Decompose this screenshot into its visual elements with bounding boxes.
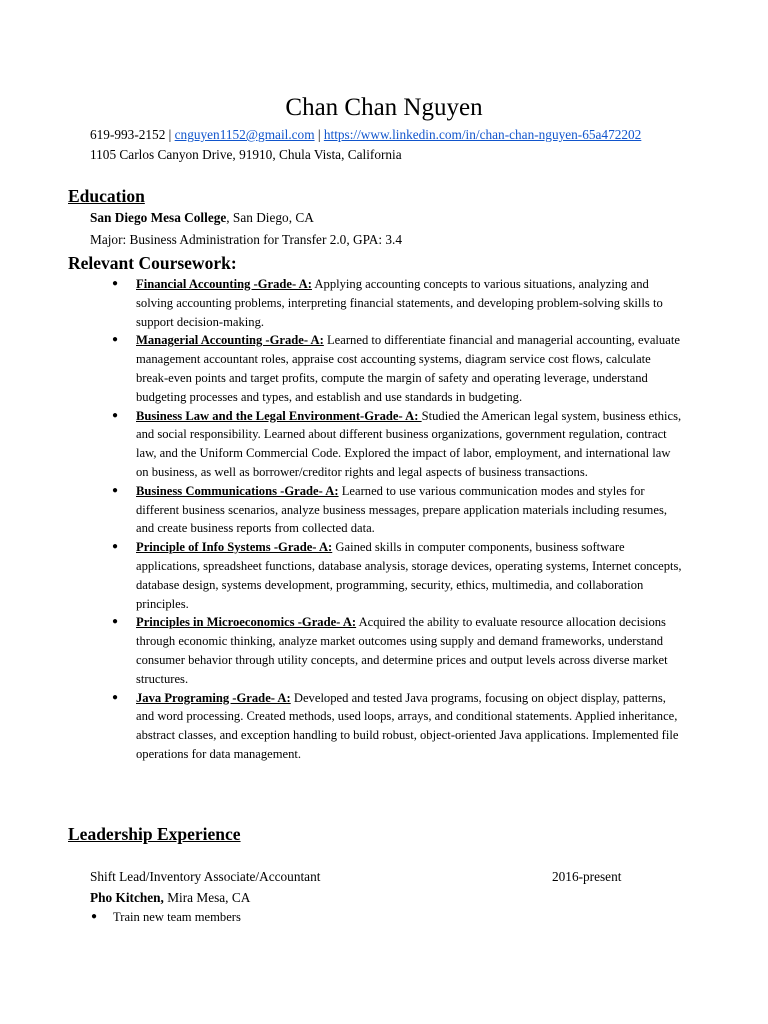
course-description: Studied the American legal system, business ethics, and social responsibility. Learned about different business organizations, government regulation, contract law, and the Uniform Commercial Code. Explored the impact of labor, employment, and international law on business, as well as borrower/creditor rights and legal aspects of business transactions.	[136, 408, 682, 479]
course-description: Applying accounting concepts to various situations, analyzing and solving accounting problems, interpreting financial statements, and developing problem-solving skills to support decision-making.	[136, 277, 663, 329]
candidate-name: Chan Chan Nguyen	[285, 94, 483, 121]
course-item	[112, 538, 686, 613]
separator: |	[314, 127, 324, 142]
course-item	[112, 613, 686, 688]
course-title: Business Law and the Legal Environment-Grade- A:	[136, 408, 422, 423]
duty-text: Train new team members	[113, 910, 241, 924]
course-title: Business Communications -Grade- A:	[136, 483, 339, 498]
school-name: San Diego Mesa College	[90, 210, 227, 225]
course-title: Principles in Microeconomics -Grade- A:	[136, 615, 357, 630]
bullet-icon: ●	[112, 409, 119, 421]
job-title: Shift Lead/Inventory Associate/Accountant	[90, 869, 321, 884]
bullet-icon: ●	[112, 278, 119, 289]
bullet-icon: ●	[112, 616, 119, 628]
linkedin-link[interactable]: https://www.linkedin.com/in/chan-chan-nguyen-65a472202	[323, 127, 642, 142]
company-name: Pho Kitchen,	[90, 890, 164, 905]
bullet-icon: ●	[112, 691, 119, 703]
bullet-icon: ●	[112, 541, 119, 553]
coursework-list	[112, 275, 686, 764]
email-link[interactable]: cnguyen1152@gmail.com	[174, 127, 315, 142]
separator: |	[165, 127, 175, 142]
bullet-icon: ●	[112, 484, 119, 496]
coursework-heading: Relevant Coursework:	[68, 253, 237, 273]
course-description: Developed and tested Java programs, focusing on object display, patterns, and word processing. Created methods, used loops, arrays, and conditional statements. Applied inheritance, abstract classes, and exception handling to build robust, object-oriented Java applications. Implemented file operations for data management.	[136, 690, 679, 761]
major-line: Major: Business Administration for Transfer 2.0, GPA: 3.4	[90, 232, 402, 247]
course-title: Financial Accounting -Grade- A:	[136, 277, 312, 291]
company-location: Mira Mesa, CA	[163, 890, 251, 905]
course-item	[112, 407, 686, 482]
course-description: Acquired the ability to evaluate resource allocation decisions through economic thinking, analyze market outcomes using supply and demand frameworks, understand consumer behavior through utility concepts, and determine prices and output levels across diverse market structures.	[136, 615, 668, 686]
education-heading: Education	[68, 186, 145, 206]
course-item	[112, 275, 686, 331]
course-description: Learned to differentiate financial and managerial accounting, evaluate management accountant roles, appraise cost accounting systems, diagram service cost flows, calculate break-even points and target profits, compute the margin of safety and operating leverage, understand budgeting processes and types, and establish and use standards in budgeting.	[136, 333, 680, 404]
leadership-heading: Leadership Experience	[68, 824, 241, 844]
course-title: Principle of Info Systems -Grade- A:	[136, 540, 333, 555]
company-line	[90, 889, 250, 907]
address: 1105 Carlos Canyon Drive, 91910, Chula Vista, California	[90, 147, 402, 162]
course-description: Learned to use various communication modes and styles for different business scenarios, analyze business messages, prepare application materials including resumes, and create business reports from collected data.	[136, 483, 667, 536]
course-item	[112, 482, 686, 538]
phone-number: 619-993-2152	[90, 127, 166, 142]
school-line	[90, 209, 314, 227]
course-title: Java Programing -Grade- A:	[136, 690, 291, 705]
bullet-icon: ●	[112, 334, 119, 346]
duty-item	[91, 908, 241, 926]
contact-line	[90, 126, 641, 144]
course-description: Gained skills in computer components, business software applications, spreadsheet functions, database analysis, storage devices, operating systems, Internet concepts, database design, systems development, programming, security, ethics, multimedia, and collaboration principles.	[136, 540, 682, 611]
course-item	[112, 331, 686, 406]
bullet-icon: ●	[91, 911, 98, 922]
school-location: , San Diego, CA	[226, 210, 314, 225]
course-title: Managerial Accounting -Grade- A:	[136, 333, 324, 348]
job-dates: 2016-present	[552, 869, 622, 884]
course-item	[112, 689, 686, 764]
